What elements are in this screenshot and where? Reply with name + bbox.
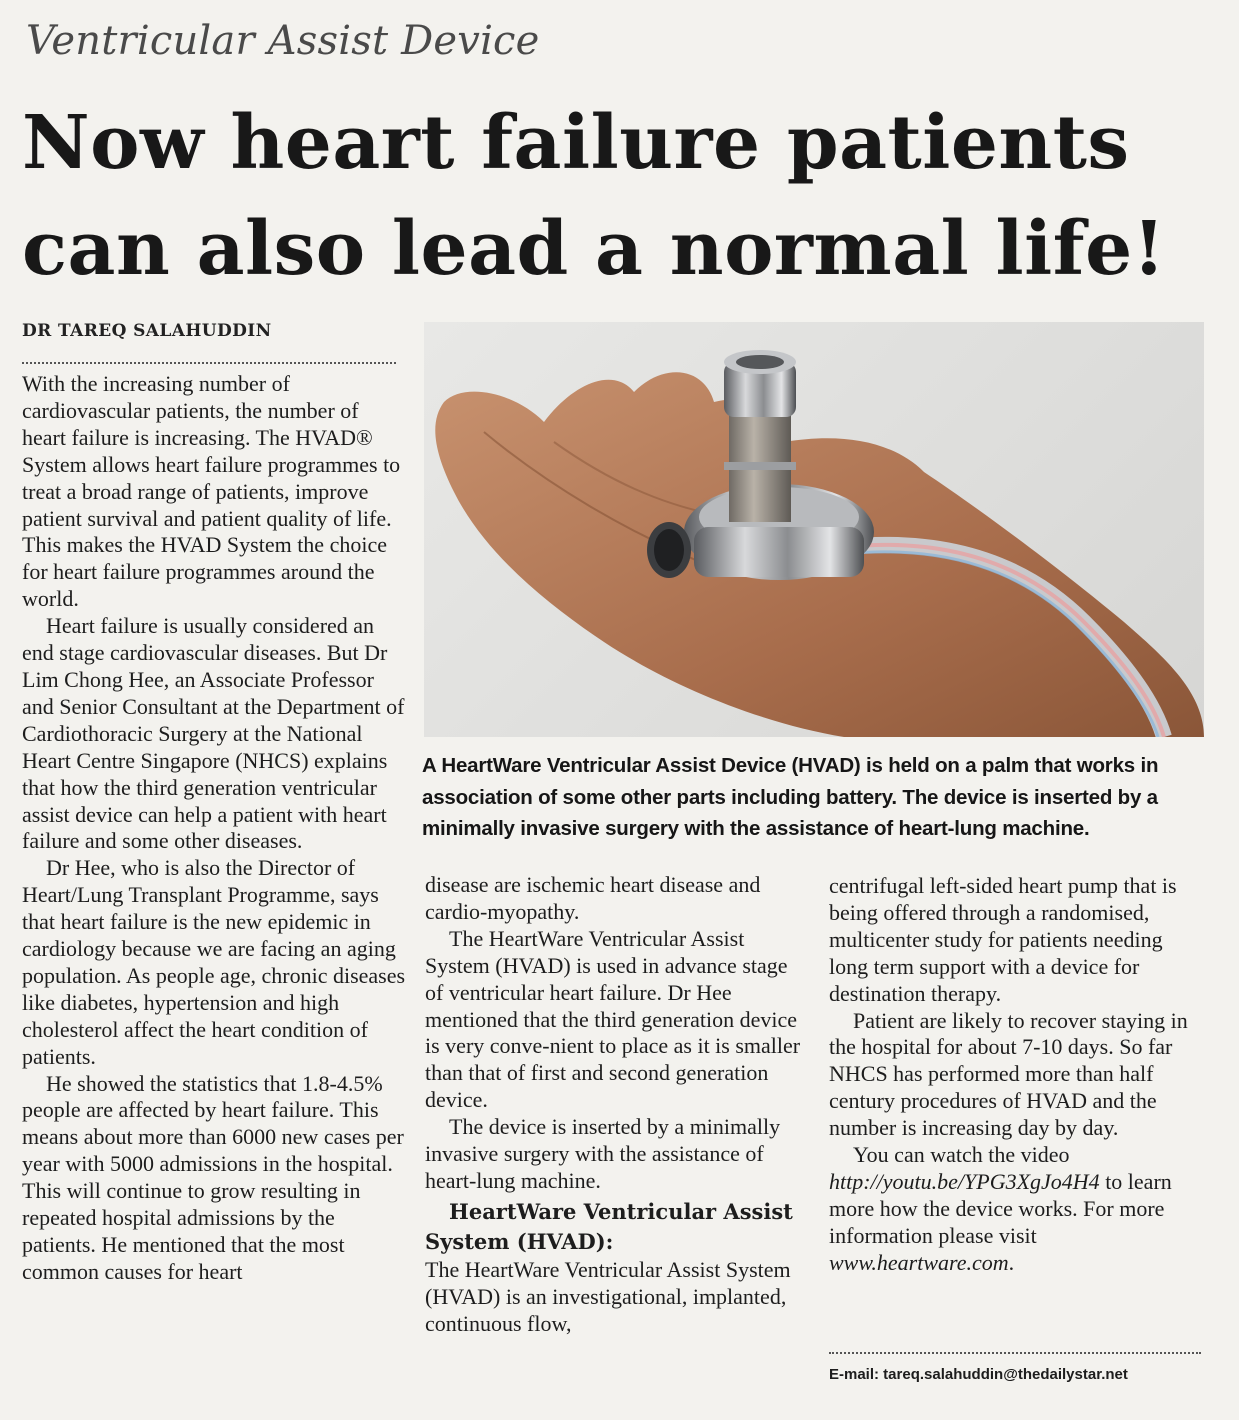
paragraph-text: . [1008, 1249, 1015, 1275]
paragraph: The HeartWare Ventricular Assist System (HVAD) is an investigational, implanted, continuous flow, [425, 1256, 791, 1336]
subheading: HeartWare Ventricular Assist System (HVAD): [425, 1198, 793, 1254]
article-column-2 [425, 872, 805, 1338]
paragraph: The HeartWare Ventricular Assist System (HVAD) is used in advance stage of ventricular heart failure. Dr Hee mentioned that the third generation device is very conve-nient to place as it is smaller than that of first and second generation device. [425, 925, 801, 1113]
video-link[interactable]: http://youtu.be/YPG3XgJo4H4 [829, 1168, 1100, 1194]
byline: DR TAREQ SALAHUDDIN [22, 321, 272, 341]
paragraph: Heart failure is usually considered an end stage cardiovascular diseases. But Dr Lim Chong Hee, an Associate Professor and Senior Consultant at the Department of Cardiothoracic Surgery at the National Heart Centre Singapore (NHCS) explains that how the third generation ventricular assist device can help a patient with heart failure and some other diseases. [22, 613, 405, 854]
device-in-palm-illustration [424, 322, 1204, 737]
paragraph: Patient are likely to recover staying in the hospital for about 7-10 days. So far NHCS has performed more than half century procedures of HVAD and the number is increasing day by day. [829, 1007, 1188, 1141]
paragraph: With the increasing number of cardiovascular patients, the number of heart failure is increasing. The HVAD® System allows heart failure programmes to treat a broad range of patients, improve patient survival and patient quality of life. This makes the HVAD System the choice for heart failure programmes around the world. [22, 371, 401, 612]
photo-caption: A HeartWare Ventricular Assist Device (HVAD) is held on a palm that works in association of some other parts including battery. The device is inserted by a minimally invasive surgery with the assistance of heart-lung machine. [422, 754, 1159, 840]
paragraph: He showed the statistics that 1.8-4.5% people are affected by heart failure. This means about more than 6000 new cases per year with 5000 admissions in the hospital. This will continue to grow resulting in repeated hospital admissions by the patients. He mentioned that the most common causes for heart [22, 1070, 404, 1284]
website-link[interactable]: www.heartware.com [829, 1249, 1009, 1275]
paragraph: disease are ischemic heart disease and cardio-myopathy. [425, 872, 761, 924]
paragraph: centrifugal left-sided heart pump that is being offered through a randomised, multicenter study for patients needing long term support with a device for destination therapy. [829, 873, 1177, 1006]
section-label: Ventricular Assist Device [26, 18, 540, 64]
device-photo [424, 322, 1204, 737]
paragraph-text: to learn more how the device works. For more information please visit [829, 1168, 1172, 1248]
headline: Now heart failure patients can also lead a normal life! [22, 100, 1166, 292]
article-column-3 [829, 873, 1207, 1277]
email-divider [829, 1352, 1201, 1354]
byline-divider [22, 362, 396, 364]
paragraph-text: You can watch the video [853, 1142, 1070, 1168]
paragraph: Dr Hee, who is also the Director of Heart/Lung Transplant Programme, says that heart failure is the new epidemic in cardiology because we are facing an aging population. As people age, chronic diseases like diabetes, hypertension and high cholesterol affect the heart condition of patients. [22, 855, 406, 1069]
article-column-1 [22, 371, 406, 1286]
author-email[interactable]: E-mail: tareq.salahuddin@thedailystar.net [829, 1366, 1128, 1383]
paragraph [829, 1142, 1207, 1277]
paragraph: The device is inserted by a minimally invasive surgery with the assistance of heart-lung machine. [425, 1114, 781, 1193]
